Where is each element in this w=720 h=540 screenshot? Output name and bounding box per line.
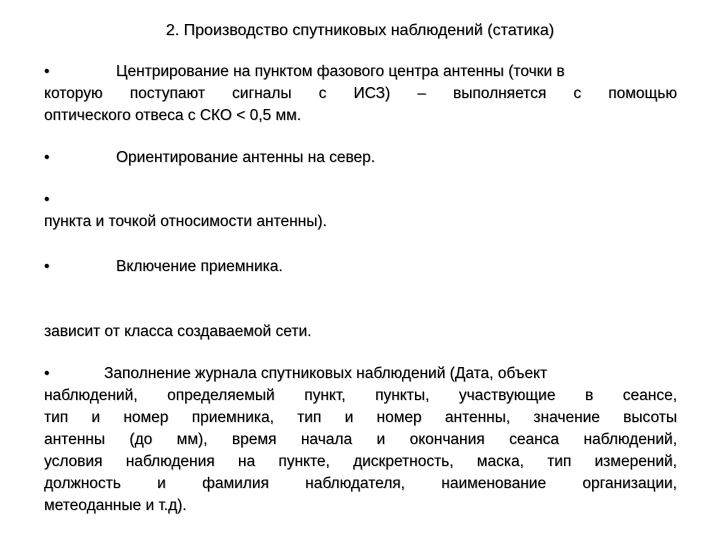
- list-item-journal: [44, 363, 677, 517]
- bullet-marker: •: [44, 191, 50, 208]
- list-item-text-line: условия наблюдения на пункте, дискретность, маска, тип измерений,: [44, 453, 677, 470]
- list-item-text-line: должность и фамилия наблюдателя, наименование организации,: [44, 475, 677, 492]
- bullet-marker: •: [44, 149, 50, 166]
- list-item-text-line: метеоданные и т.д).: [44, 497, 187, 514]
- list-item-orientation: [44, 147, 677, 169]
- list-item-text-line: наблюдений, определяемый пункт, пункты, участвующие в сеансе,: [44, 387, 677, 404]
- list-item-text-line: которую поступают сигналы с ИСЗ) – выполняется с помощью: [44, 85, 677, 102]
- list-item-text-line: оптического отвеса с СКО < 0,5 мм.: [44, 107, 302, 124]
- bullet-marker: •: [44, 258, 50, 275]
- list-item-text-line: антенны (до мм), время начала и окончания сеанса наблюдений,: [44, 431, 677, 448]
- list-item-centering: [44, 61, 677, 127]
- list-item-text-line: Включение приемника.: [116, 258, 283, 275]
- list-item-text-line: Заполнение журнала спутниковых наблюдений (Дата, объект: [104, 365, 548, 382]
- list-item-antenna-height: [44, 189, 677, 233]
- list-item-text-line: пункта и точкой относимости антенны).: [44, 213, 327, 230]
- list-item-text-line: зависит от класса создаваемой сети.: [44, 323, 312, 340]
- list-item-text-line: тип и номер приемника, тип и номер антенны, значение высоты: [44, 409, 677, 426]
- left-margin-fragment: [0, 189, 4, 211]
- list-item-network-class: [44, 321, 677, 343]
- bullet-marker: •: [44, 365, 50, 382]
- bullet-marker: •: [44, 63, 50, 80]
- list-item-text-line: Центрирование на пунктом фазового центра антенны (точки в: [116, 63, 565, 80]
- slide-title: 2. Производство спутниковых наблюдений (статика): [165, 22, 555, 39]
- list-item-text-line: Ориентирование антенны на север.: [116, 149, 376, 166]
- list-item-receiver-on: [44, 256, 677, 278]
